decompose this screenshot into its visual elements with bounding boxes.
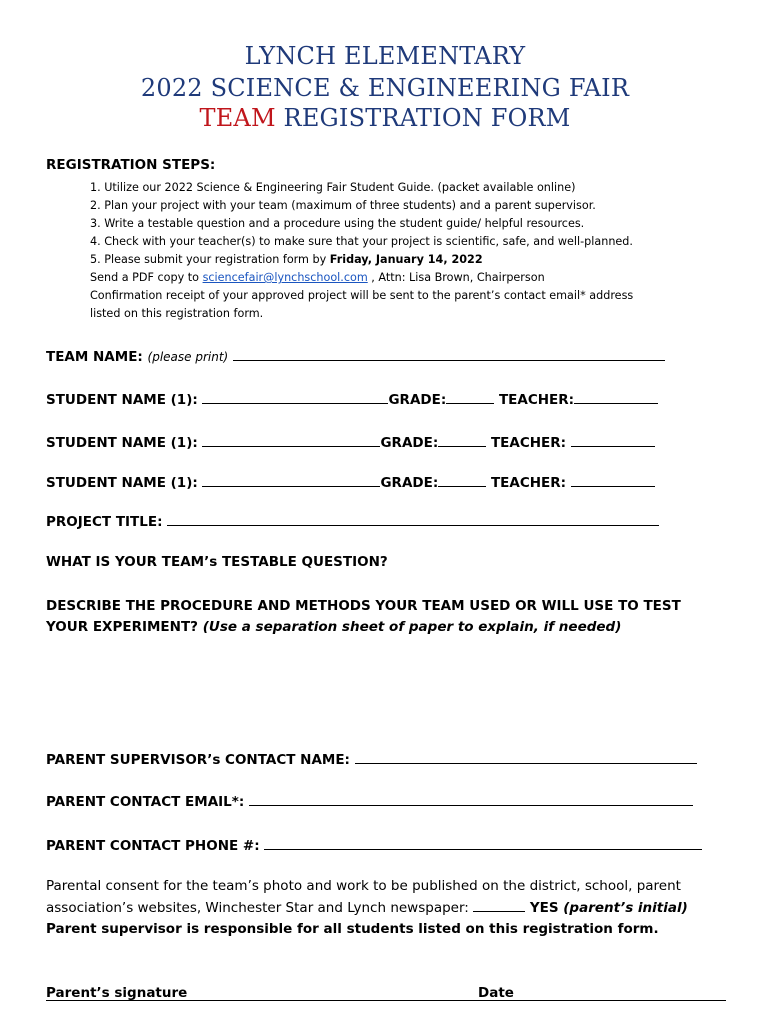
grade-label: GRADE: <box>380 475 439 491</box>
student-row <box>46 472 655 491</box>
form-title-registration: REGISTRATION FORM <box>275 104 571 132</box>
team-name-row <box>46 346 665 365</box>
testable-question-label: WHAT IS YOUR TEAM’s TESTABLE QUESTION? <box>46 554 388 570</box>
date-label: Date <box>478 985 514 1001</box>
teacher-label: TEACHER: <box>498 392 575 408</box>
grade-field[interactable] <box>438 432 486 447</box>
student-row <box>46 389 658 408</box>
parent-phone-field[interactable] <box>264 835 702 850</box>
confirmation-note: Confirmation receipt of your approved project will be sent to the parent’s contact email* address <box>90 289 634 302</box>
project-title-label: PROJECT TITLE: <box>46 514 163 530</box>
procedure-label-cont <box>46 619 621 635</box>
procedure-note: (Use a separation sheet of paper to explain, if needed) <box>202 619 622 635</box>
procedure-label-end: YOUR EXPERIMENT? <box>46 619 198 635</box>
parent-email-field[interactable] <box>249 791 693 806</box>
step-item-deadline <box>90 251 633 269</box>
teacher-field[interactable] <box>571 472 655 487</box>
parent-phone-row <box>46 835 702 854</box>
grade-field[interactable] <box>438 472 486 487</box>
step-item: 2. Plan your project with your team (maximum of three students) and a parent supervisor. <box>90 199 596 212</box>
responsibility-note: Parent supervisor is responsible for all students listed on this registration form. <box>46 921 659 937</box>
team-name-field[interactable] <box>233 346 665 361</box>
teacher-label: TEACHER: <box>490 435 567 451</box>
student-row <box>46 432 655 451</box>
project-title-row <box>46 511 659 530</box>
form-title-type <box>0 104 770 132</box>
step-item: 1. Utilize our 2022 Science & Engineering Fair Student Guide. (packet available online) <box>90 181 576 194</box>
confirmation-note-cont: listed on this registration form. <box>90 307 264 320</box>
consent-line <box>46 897 688 919</box>
student-name-field[interactable] <box>202 432 380 447</box>
parent-email-row <box>46 791 693 810</box>
parent-name-row <box>46 749 697 768</box>
teacher-field[interactable] <box>574 389 658 404</box>
student-name-label: STUDENT NAME (1): <box>46 392 198 408</box>
parent-signature-label: Parent’s signature <box>46 985 188 1001</box>
contact-email-link[interactable]: sciencefair@lynchschool.com <box>202 271 368 284</box>
grade-field[interactable] <box>446 389 494 404</box>
grade-label: GRADE: <box>380 435 439 451</box>
student-name-label: STUDENT NAME (1): <box>46 435 198 451</box>
team-name-hint: (please print) <box>147 350 229 364</box>
consent-initial-note: (parent’s initial) <box>558 900 688 916</box>
consent-prefix: association’s websites, Winchester Star and Lynch newspaper: <box>46 900 474 916</box>
procedure-label: DESCRIBE THE PROCEDURE AND METHODS YOUR TEAM USED OR WILL USE TO TEST <box>46 598 681 614</box>
form-title-school: LYNCH ELEMENTARY <box>244 42 526 70</box>
step-item: 3. Write a testable question and a procedure using the student guide/ helpful resources. <box>90 217 585 230</box>
grade-label: GRADE: <box>388 392 447 408</box>
parent-email-label: PARENT CONTACT EMAIL*: <box>46 794 245 810</box>
team-name-label: TEAM NAME: <box>46 349 143 365</box>
step-item: 4. Check with your teacher(s) to make sure that your project is scientific, safe, and well-planned. <box>90 235 633 248</box>
send-instruction <box>90 269 633 287</box>
parent-name-field[interactable] <box>355 749 697 764</box>
teacher-label: TEACHER: <box>490 475 567 491</box>
form-title-team-word: TEAM <box>199 104 276 132</box>
signature-line[interactable] <box>46 1000 726 1001</box>
student-name-field[interactable] <box>202 389 388 404</box>
step-deadline-prefix: 5. Please submit your registration form by <box>90 253 330 266</box>
consent-yes: YES <box>525 900 559 916</box>
steps-list <box>90 179 633 323</box>
student-name-field[interactable] <box>202 472 380 487</box>
deadline-date: Friday, January 14, 2022 <box>329 253 483 266</box>
student-name-label: STUDENT NAME (1): <box>46 475 198 491</box>
teacher-field[interactable] <box>571 432 655 447</box>
consent-line: Parental consent for the team’s photo and work to be published on the district, school, parent <box>46 878 681 894</box>
parent-initial-field[interactable] <box>473 897 525 912</box>
send-prefix: Send a PDF copy to <box>90 271 203 284</box>
project-title-field[interactable] <box>167 511 659 526</box>
steps-heading: REGISTRATION STEPS: <box>46 157 216 173</box>
form-title-event: 2022 SCIENCE & ENGINEERING FAIR <box>140 74 630 102</box>
parent-name-label: PARENT SUPERVISOR’s CONTACT NAME: <box>46 752 350 768</box>
consent-paragraph <box>46 876 688 940</box>
send-suffix: , Attn: Lisa Brown, Chairperson <box>367 271 545 284</box>
parent-phone-label: PARENT CONTACT PHONE #: <box>46 838 260 854</box>
